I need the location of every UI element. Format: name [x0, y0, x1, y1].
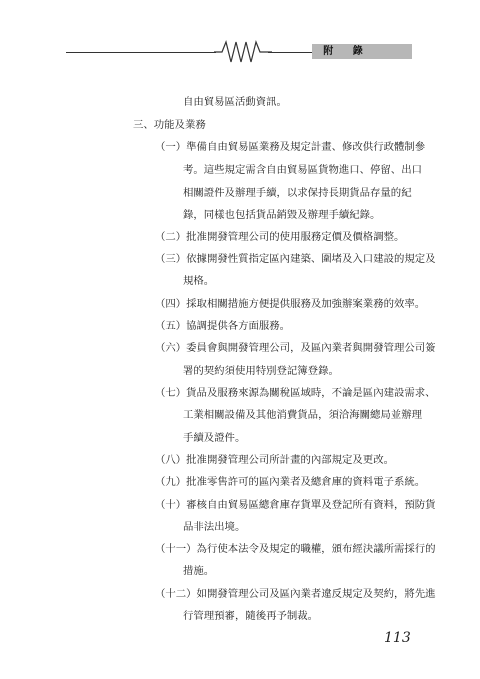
list-item-continuation: 考。這些規定需含自由貿易區貨物進口、停留、出口 — [183, 164, 422, 176]
list-item: （十）審核自由貿易區總倉庫存貨單及登記所有資料，預防貨 — [155, 499, 436, 511]
text-line: 自由貿易區活動資訊。 — [183, 96, 287, 108]
list-item: （六）委員會與開發管理公司，及區內業者與開發管理公司簽 — [155, 342, 436, 354]
list-item: （三）依據開發性質指定區內建築、圍堵及入口建設的規定及 — [155, 253, 436, 265]
list-item-continuation: 錄，同樣也包括貨品銷毀及辦理手續紀錄。 — [183, 209, 381, 221]
section-tab-label: 附 錄 — [323, 46, 371, 57]
page-number: 113 — [384, 630, 411, 646]
list-item: （十二）如開發管理公司及區內業者違反規定及契約，將先進 — [155, 588, 436, 600]
list-item: （十一）為行使本法令及規定的職權，頒布經決議所需採行的 — [155, 543, 436, 555]
list-item: （四）採取相關措施方便提供服務及加強辦案業務的效率。 — [155, 298, 426, 310]
list-item: （一）準備自由貿易區業務及規定計畫、修改供行政體制參 — [155, 141, 426, 153]
list-item: （九）批准零售許可的區內業者及總倉庫的資料電子系統。 — [155, 476, 426, 488]
list-item-continuation: 品非法出境。 — [183, 521, 246, 533]
list-item: （八）批准開發管理公司所計畫的內部規定及更改。 — [155, 454, 394, 466]
list-item-continuation: 相關證件及辦理手續，以求保持長期貨品存量的紀 — [183, 187, 412, 199]
list-item: （二）批准開發管理公司的使用服務定價及價格調整。 — [155, 231, 405, 243]
list-item-continuation: 署的契約須使用特別登記簿登錄。 — [183, 365, 339, 377]
list-item-continuation: 措施。 — [183, 565, 215, 577]
list-item-continuation: 規格。 — [183, 275, 215, 287]
list-item-continuation: 工業相關設備及其他消費貨品，須洽海關總局並辦理 — [183, 409, 422, 421]
list-item-continuation: 手續及證件。 — [183, 432, 246, 444]
list-item: （七）貨品及服務來源為關稅區域時，不論是區內建設需求、 — [155, 387, 436, 399]
list-item-continuation: 行管理預審，隨後再予制裁。 — [183, 610, 319, 622]
section-heading: 三、功能及業務 — [133, 119, 206, 131]
list-item: （五）協調提供各方面服務。 — [155, 320, 291, 332]
